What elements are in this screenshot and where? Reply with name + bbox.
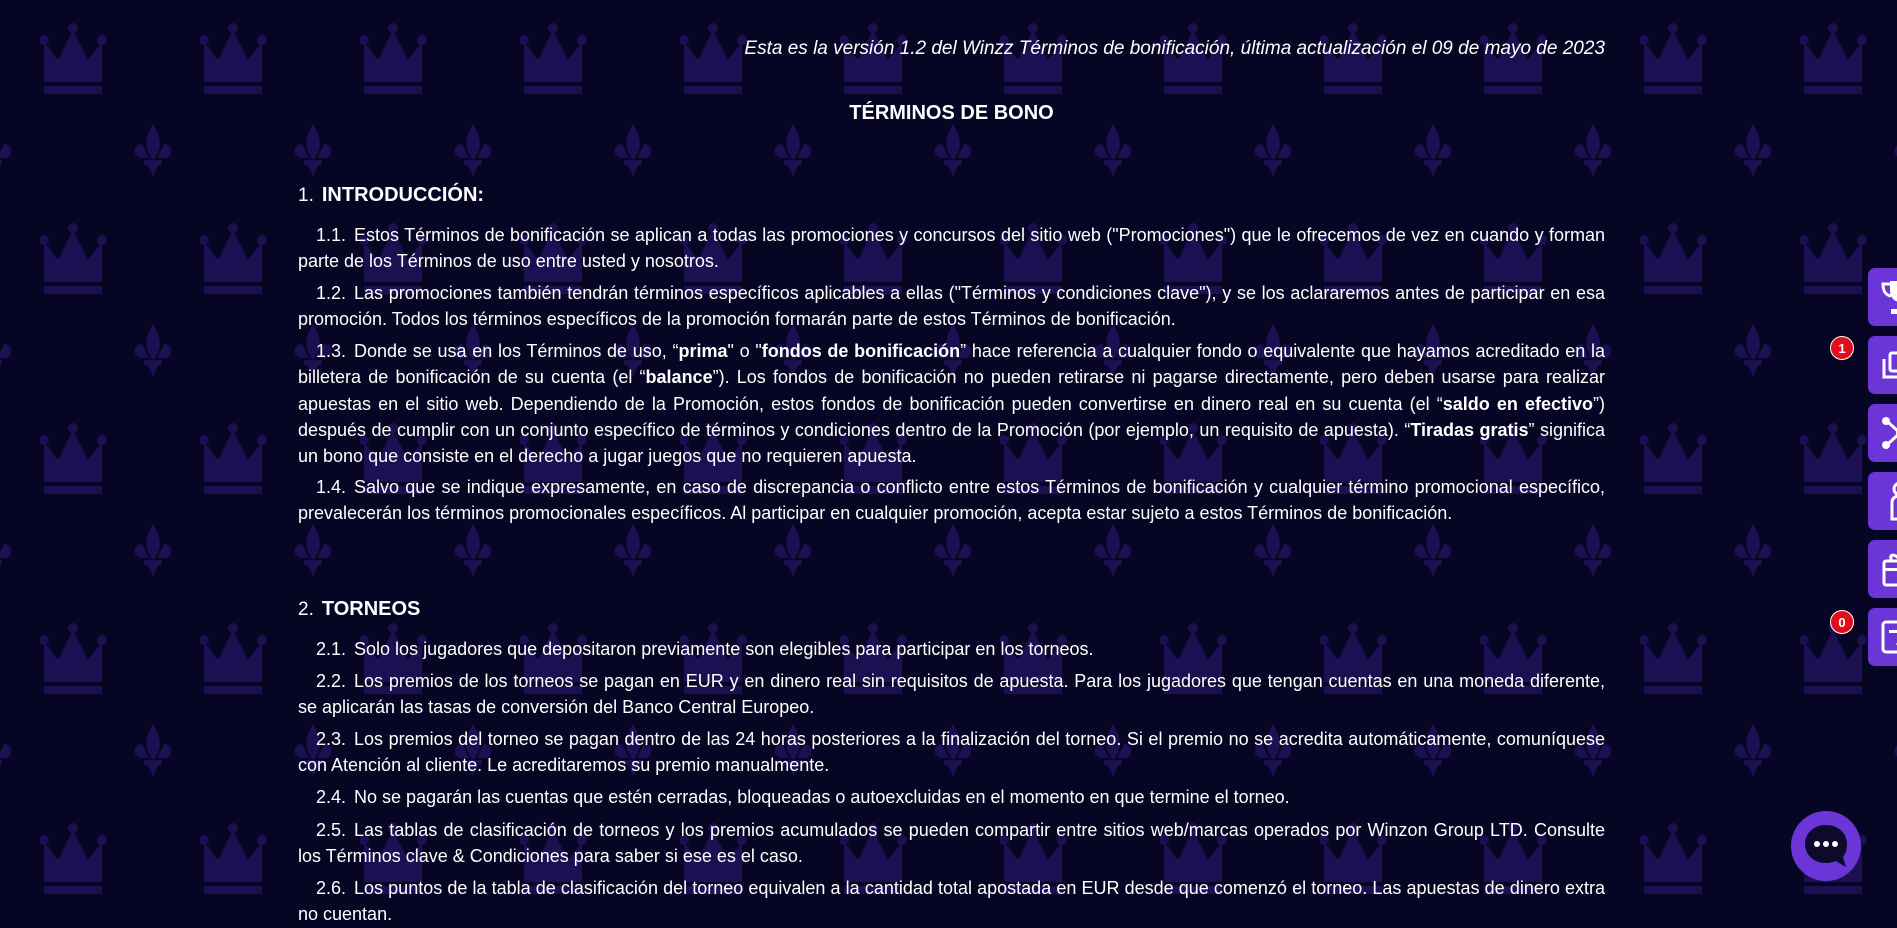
section-name: INTRODUCCIÓN: <box>321 184 485 206</box>
sidebar-button-bracket[interactable] <box>1868 404 1897 462</box>
paragraph-text: Salvo que se indique expresamente, en caso de discrepancia o conflicto entre estos Términos de bonificación y cualquier término promocional específico, prevalecerán los términos promocionales específicos. Al participar en cualquier promoción, acepta estar sujeto a estos Términos de bonificación. <box>298 477 1605 524</box>
paragraph-number: 1.3. <box>316 341 347 361</box>
paragraph-text: " o " <box>727 341 762 361</box>
paragraph-1-1 <box>298 222 1605 275</box>
paragraph-2-2 <box>298 668 1605 721</box>
paragraph-1-4 <box>298 474 1605 527</box>
paragraph-1-2 <box>298 280 1605 333</box>
paragraph-2-1 <box>298 636 1605 662</box>
term-prima: prima <box>678 341 728 361</box>
sidebar-button-cashback[interactable] <box>1868 336 1897 394</box>
paragraph-text: ”). Los fondos de bonificación no pueden retirarse ni pagarse directamente, pero deben usarse para realizar apuestas en el sitio web. Dependiendo de la Promoción, estos fondos de bonificación pueden convertirse en dinero real en su cuenta (el “ <box>298 367 1605 414</box>
paragraph-number: 2.4. <box>316 787 347 807</box>
cashback-badge: 1 <box>1830 336 1854 360</box>
paragraph-text: Solo los jugadores que depositaron previamente son elegibles para participar en los torneos. <box>354 639 1094 659</box>
paragraph-text: Estos Términos de bonificación se aplican a todas las promociones y concursos del sitio web ("Promociones") que le ofrecemos de vez en cuando y forman parte de los Términos de uso entre usted y nosotros. <box>298 225 1605 272</box>
section-number: 2. <box>298 599 314 620</box>
paragraph-text: Las tablas de clasificación de torneos y los premios acumulados se pueden compartir entre sitios web/marcas operados por Winzon Group LTD. Consulte los Términos clave & Condiciones para saber si ese es el caso. <box>298 820 1605 867</box>
section-heading-introduccion <box>298 184 484 207</box>
section-number: 1. <box>298 185 314 206</box>
paragraph-2-6 <box>298 875 1605 928</box>
tasks-badge: 0 <box>1830 610 1854 634</box>
sidebar-button-profile[interactable] <box>1868 472 1897 530</box>
paragraph-text: ” significa un bono que consiste en el derecho a jugar juegos que no requieren apuesta. <box>298 419 1605 467</box>
paragraph-text: Los premios de los torneos se pagan en EUR y en dinero real sin requisitos de apuesta. Para los jugadores que tengan cuentas en una moneda diferente, se aplicarán las tasas de conversión del Banco Central Europeo. <box>298 671 1605 718</box>
term-fondos-de-bonificacion: fondos de bonificación <box>761 341 961 361</box>
trophy-icon <box>1878 275 1897 319</box>
user-icon <box>1878 479 1897 523</box>
page-title: TÉRMINOS DE BONO <box>849 102 1054 124</box>
paragraph-text: Los puntos de la tabla de clasificación del torneo equivalen a la cantidad total apostada en EUR desde que comenzó el torneo. Las apuestas de dinero extra no cuentan. <box>298 878 1605 925</box>
sidebar-button-tournaments[interactable] <box>1868 268 1897 326</box>
paragraph-text: Los premios del torneo se pagan dentro de las 24 horas posteriores a la finalización del torneo. Si el premio no se acredita automáticamente, comuníquese con Atención al cliente. Le acreditaremos su premio manualmente. <box>298 729 1605 776</box>
chat-icon <box>1800 820 1852 872</box>
paragraph-number: 2.6. <box>316 878 347 898</box>
term-tiradas-gratis: Tiradas gratis <box>1410 419 1529 440</box>
paragraph-text: Las promociones también tendrán términos específicos aplicables a ellas ("Términos y condiciones clave"), y se los aclararemos antes de participar en esa promoción. Todos los términos específicos de la promoción formarán parte de estos Términos de bonificación. <box>298 283 1605 330</box>
checklist-icon <box>1878 615 1897 659</box>
sidebar-button-tasks[interactable] <box>1868 608 1897 666</box>
paragraph-text: ”) después de cumplir con un conjunto específico de términos y condiciones dentro de la Promoción (por ejemplo, un requisito de apuesta). “ <box>298 393 1605 440</box>
paragraph-number: 1.1. <box>316 225 347 245</box>
live-chat-button[interactable] <box>1791 811 1861 881</box>
term-balance: balance <box>645 367 713 388</box>
paragraph-number: 1.4. <box>316 477 347 497</box>
paragraph-text: Donde se usa en los Términos de uso, “ <box>354 341 679 361</box>
section-heading-torneos <box>298 598 420 621</box>
gift-icon <box>1878 547 1897 591</box>
paragraph-text: No se pagarán las cuentas que estén cerradas, bloqueadas o autoexcluidas en el momento en que termine el torneo. <box>354 787 1290 807</box>
sidebar-button-gifts[interactable] <box>1868 540 1897 598</box>
paragraph-number: 2.5. <box>316 820 347 840</box>
term-saldo-en-efectivo: saldo en efectivo <box>1442 393 1593 414</box>
paragraph-number: 2.2. <box>316 671 347 691</box>
paragraph-1-3 <box>298 338 1605 469</box>
paragraph-number: 2.3. <box>316 729 347 749</box>
paragraph-2-5 <box>298 817 1605 870</box>
paragraph-number: 2.1. <box>316 639 347 659</box>
paragraph-text: ” hace referencia a cualquier fondo o equivalente que hayamos acreditado en la billetera de bonificación de su cuenta (el “ <box>298 341 1605 388</box>
paragraph-2-3 <box>298 726 1605 779</box>
version-line: Esta es la versión 1.2 del Winzz Términos de bonificación, última actualización el 09 de mayo de 2023 <box>744 38 1605 59</box>
section-name: TORNEOS <box>321 598 421 620</box>
paragraph-number: 1.2. <box>316 283 347 303</box>
cash-icon <box>1878 343 1897 387</box>
paragraph-2-4 <box>298 784 1605 810</box>
tournament-bracket-icon <box>1878 411 1897 455</box>
